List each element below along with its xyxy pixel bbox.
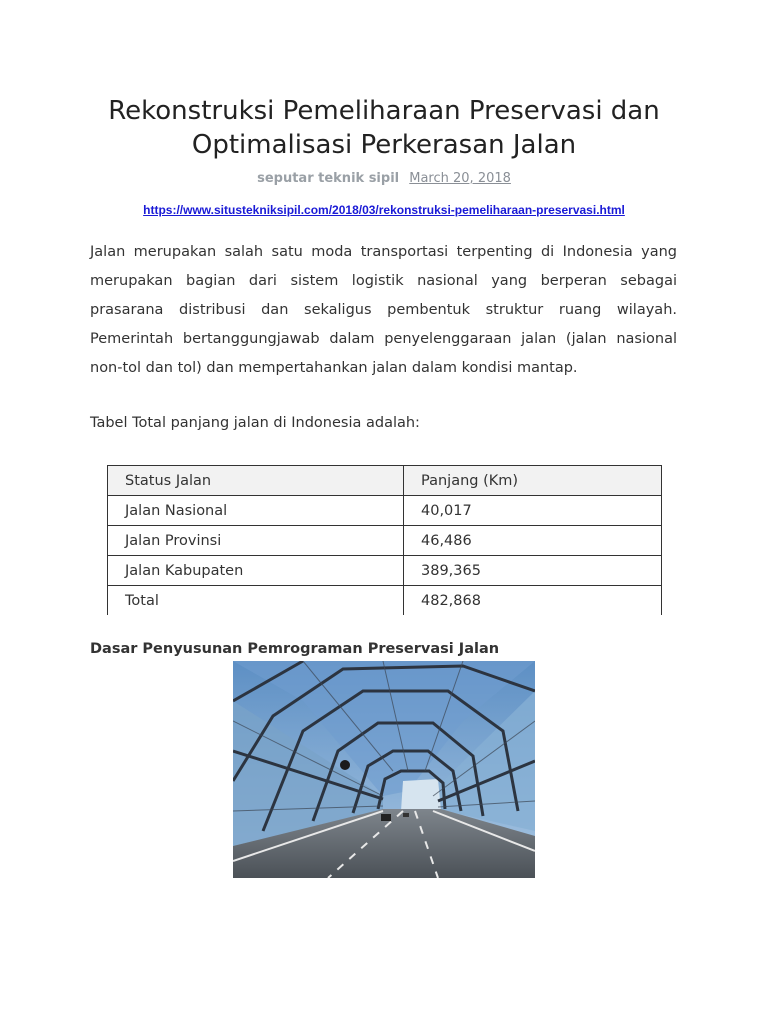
cell-length: 389,365 xyxy=(404,556,662,586)
cell-length: 40,017 xyxy=(404,496,662,526)
highway-tunnel-photo xyxy=(233,661,535,878)
article-title xyxy=(60,94,708,162)
intro-paragraph: Jalan merupakan salah satu moda transportasi terpenting di Indonesia yang merupakan bagian dari sistem logistik nasional yang berperan sebagai prasarana distribusi dan sekaligus pembentuk struktur ruang wilayah. Pemerintah bertanggungjawab dalam penyelenggaraan jalan (jalan nasional non-tol dan tol) dan mempertahankan jalan dalam kondisi mantap. xyxy=(90,244,677,376)
article-meta xyxy=(0,171,768,186)
section-heading: Dasar Penyusunan Pemrograman Preservasi Jalan xyxy=(90,641,500,657)
article-title-line-2: Optimalisasi Perkerasan Jalan xyxy=(191,130,577,160)
table-row xyxy=(108,586,662,616)
post-date-link[interactable]: March 20, 2018 xyxy=(409,171,511,186)
author-name[interactable]: seputar teknik sipil xyxy=(257,171,400,186)
road-length-table xyxy=(107,465,662,615)
tunnel-illustration xyxy=(233,661,535,878)
table-caption: Tabel Total panjang jalan di Indonesia adalah: xyxy=(90,415,420,431)
cell-status: Jalan Kabupaten xyxy=(108,556,404,586)
cell-length: 482,868 xyxy=(404,586,662,616)
source-url-link[interactable]: https://www.situstekniksipil.com/2018/03/rekonstruksi-pemeliharaan-preservasi.html xyxy=(143,203,625,217)
table-row xyxy=(108,556,662,586)
article-title-line-1: Rekonstruksi Pemeliharaan Preservasi dan xyxy=(108,96,660,126)
table-row xyxy=(108,526,662,556)
cell-length: 46,486 xyxy=(404,526,662,556)
cell-status: Jalan Nasional xyxy=(108,496,404,526)
table-header-row xyxy=(108,466,662,496)
header-status-jalan: Status Jalan xyxy=(108,466,404,496)
table-row xyxy=(108,496,662,526)
cell-status: Jalan Provinsi xyxy=(108,526,404,556)
cell-status: Total xyxy=(108,586,404,616)
header-panjang: Panjang (Km) xyxy=(404,466,662,496)
